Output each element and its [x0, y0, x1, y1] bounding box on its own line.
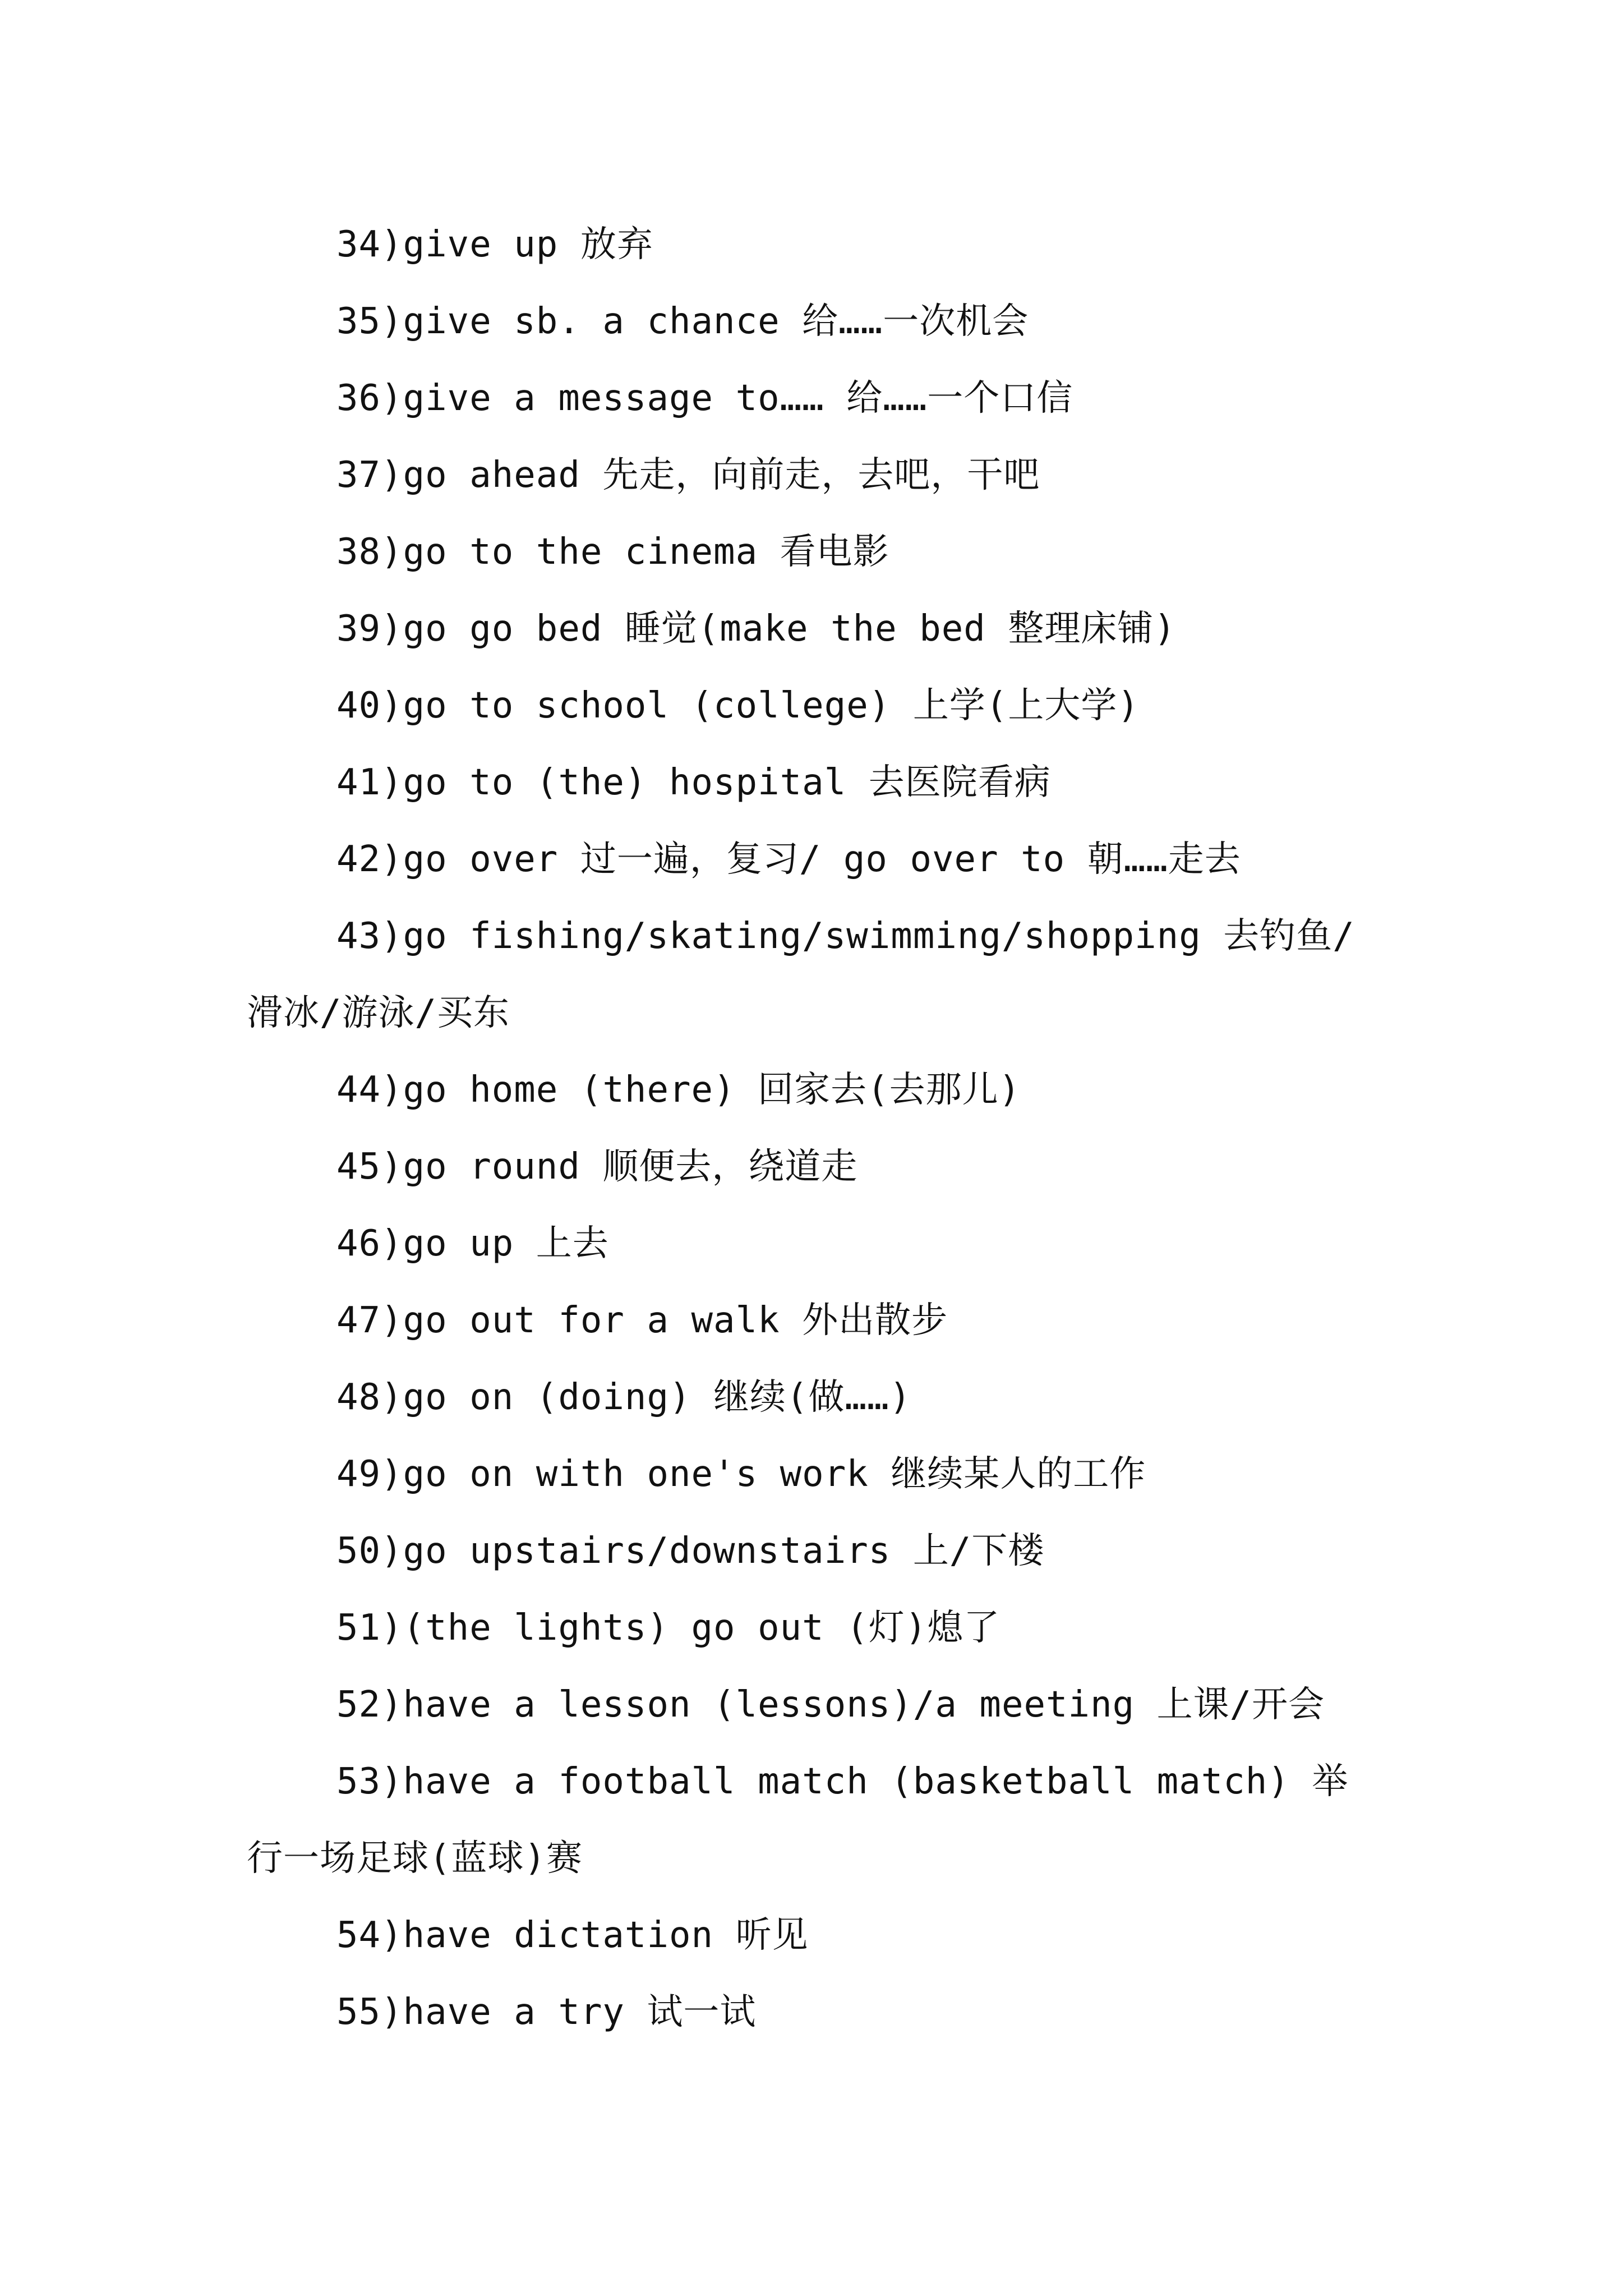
list-item: 53)have a football match (basketball match) 举: [336, 1761, 1349, 1802]
list-item: 54)have dictation 听见: [336, 1915, 809, 1956]
list-item: 49)go on with one's work 继续某人的工作: [336, 1453, 1146, 1495]
list-item-continuation: 滑冰/游泳/买东: [247, 992, 510, 1034]
list-item: 50)go upstairs/downstairs 上/下楼: [336, 1530, 1045, 1572]
list-item: 36)give a message to…… 给……一个口信: [336, 378, 1073, 419]
list-item: 38)go to the cinema 看电影: [336, 531, 889, 573]
list-item: 41)go to (the) hospital 去医院看病: [336, 762, 1051, 803]
list-item: 37)go ahead 先走，向前走，去吧，干吧: [336, 454, 1040, 496]
list-item: 45)go round 顺便去，绕道走: [336, 1146, 858, 1188]
list-item-continuation: 行一场足球(蓝球)赛: [247, 1838, 583, 1879]
list-item: 43)go fishing/skating/swimming/shopping 去钓鱼/: [336, 915, 1355, 957]
list-item: 55)have a try 试一试: [336, 1991, 757, 2033]
list-item: 44)go home (there) 回家去(去那儿): [336, 1069, 1021, 1111]
list-item: 35)give sb. a chance 给……一次机会: [336, 301, 1029, 342]
list-item: 46)go up 上去: [336, 1223, 609, 1264]
list-item: 47)go out for a walk 外出散步: [336, 1300, 948, 1341]
list-item: 48)go on (doing) 继续(做……): [336, 1377, 912, 1418]
list-item: 34)give up 放弃: [336, 224, 653, 265]
phrase-list: [247, 206, 1413, 2051]
list-item: 51)(the lights) go out (灯)熄了: [336, 1607, 1000, 1649]
list-item: 39)go go bed 睡觉(make the bed 整理床铺): [336, 608, 1176, 650]
list-item: 40)go to school (college) 上学(上大学): [336, 685, 1140, 726]
list-item: 42)go over 过一遍，复习/ go over to 朝……走去: [336, 839, 1241, 880]
list-item: 52)have a lesson (lessons)/a meeting 上课/开会: [336, 1684, 1325, 1726]
